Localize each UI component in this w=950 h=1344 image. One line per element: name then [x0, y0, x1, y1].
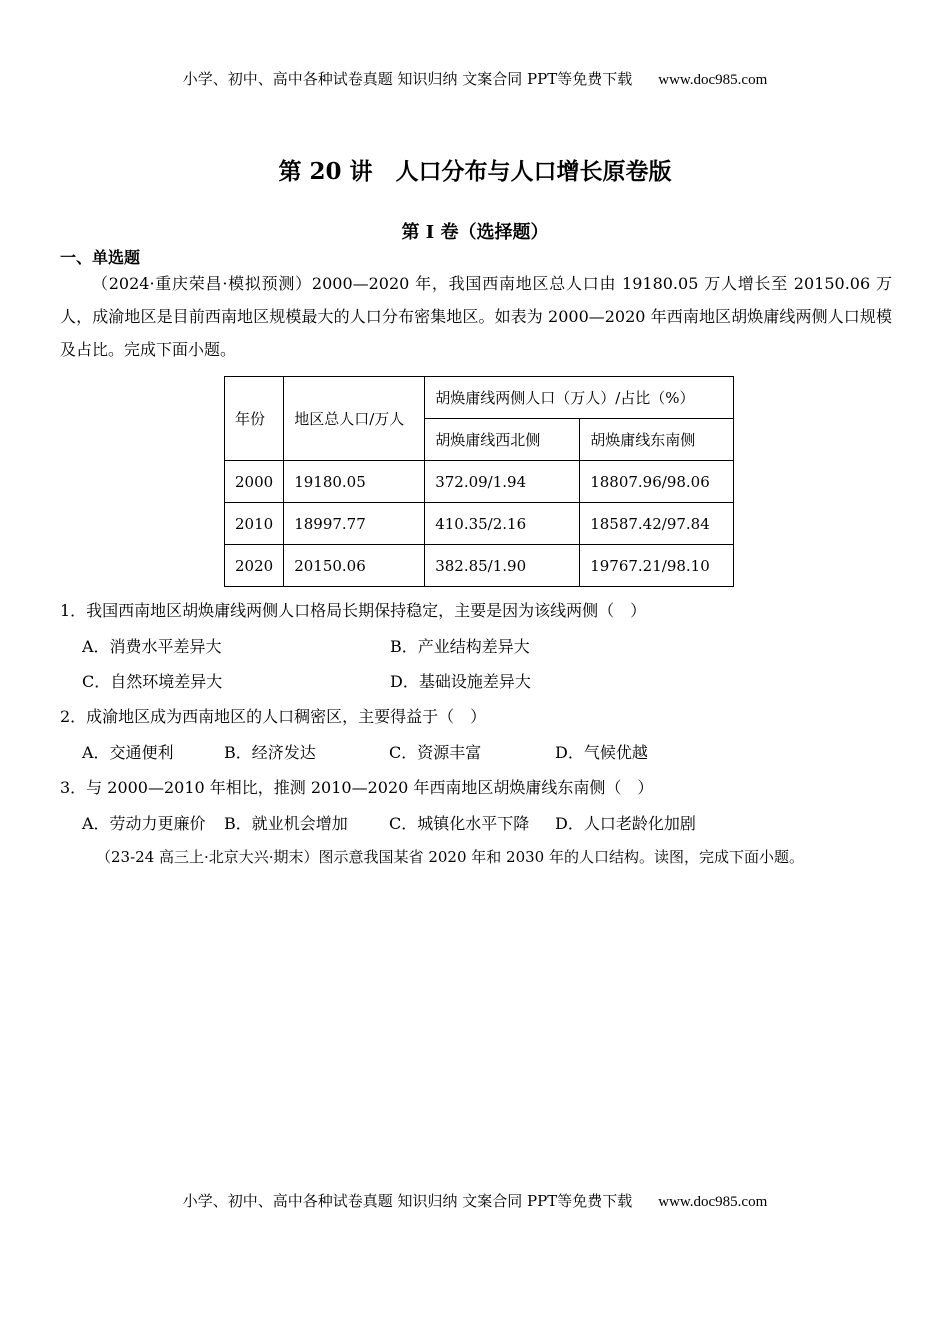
- q1-option-a[interactable]: A．消费水平差异大: [82, 637, 222, 656]
- cell-total: 20150.06: [284, 545, 425, 587]
- header-text: 小学、初中、高中各种试卷真题 知识归纳 文案合同 PPT等免费下载: [182, 70, 633, 88]
- section-heading: 一、单选题: [60, 248, 141, 267]
- table-row: [225, 503, 734, 545]
- q2-option-a[interactable]: A．交通便利: [82, 743, 174, 762]
- page-header: [0, 68, 950, 89]
- volume-title: 第 I 卷（选择题）: [401, 222, 549, 243]
- cell-year: 2010: [225, 503, 284, 545]
- intro-paragraph-2: （23-24 高三上·北京大兴·期末）图示意我国某省 2020 年和 2030 年的人口结构。读图，完成下面小题。: [96, 848, 804, 866]
- cell-northwest: 382.85/1.90: [425, 545, 580, 587]
- q3-option-b[interactable]: B．就业机会增加: [224, 814, 348, 833]
- q1-option-b[interactable]: B．产业结构差异大: [390, 637, 530, 656]
- q2-option-d[interactable]: D．气候优越: [555, 743, 648, 762]
- footer-url[interactable]: www.doc985.com: [658, 1194, 768, 1210]
- header-southeast: 胡焕庸线东南侧: [580, 419, 734, 461]
- table-row: [225, 545, 734, 587]
- question-3-stem: 3．与 2000—2010 年相比，推测 2010—2020 年西南地区胡焕庸线东南侧（ ）: [60, 778, 654, 797]
- cell-year: 2000: [225, 461, 284, 503]
- page-title: 第 20 讲 人口分布与人口增长原卷版: [278, 158, 672, 185]
- cell-southeast: 18807.96/98.06: [580, 461, 734, 503]
- cell-southeast: 18587.42/97.84: [580, 503, 734, 545]
- page-footer: [0, 1190, 950, 1211]
- header-group: 胡焕庸线两侧人口（万人）/占比（%）: [425, 377, 734, 419]
- header-url[interactable]: www.doc985.com: [658, 72, 768, 88]
- q3-option-d[interactable]: D．人口老龄化加剧: [555, 814, 696, 833]
- population-table: [224, 376, 734, 587]
- question-1-stem: 1．我国西南地区胡焕庸线两侧人口格局长期保持稳定，主要是因为该线两侧（ ）: [60, 601, 647, 620]
- intro-paragraph-1: （2024·重庆荣昌·模拟预测）2000—2020 年，我国西南地区总人口由 19180.05 万人增长至 20150.06 万人，成渝地区是目前西南地区规模最大的人口分布密集地区。如表为 2000—2020 年西南地区胡焕庸线两侧人口规模及占比。完成下面小题。: [60, 274, 892, 359]
- q1-option-c[interactable]: C．自然环境差异大: [82, 672, 223, 691]
- q2-option-b[interactable]: B．经济发达: [224, 743, 316, 762]
- question-2-stem: 2．成渝地区成为西南地区的人口稠密区，主要得益于（ ）: [60, 707, 487, 726]
- cell-northwest: 410.35/2.16: [425, 503, 580, 545]
- cell-year: 2020: [225, 545, 284, 587]
- cell-northwest: 372.09/1.94: [425, 461, 580, 503]
- table-row: [225, 461, 734, 503]
- q2-option-c[interactable]: C．资源丰富: [389, 743, 482, 762]
- cell-total: 19180.05: [284, 461, 425, 503]
- q3-option-c[interactable]: C．城镇化水平下降: [389, 814, 530, 833]
- header-total: 地区总人口/万人: [284, 377, 425, 461]
- q3-option-a[interactable]: A．劳动力更廉价: [82, 814, 206, 833]
- q1-option-d[interactable]: D．基础设施差异大: [390, 672, 531, 691]
- header-year: 年份: [225, 377, 284, 461]
- footer-text: 小学、初中、高中各种试卷真题 知识归纳 文案合同 PPT等免费下载: [182, 1192, 633, 1210]
- cell-total: 18997.77: [284, 503, 425, 545]
- cell-southeast: 19767.21/98.10: [580, 545, 734, 587]
- header-northwest: 胡焕庸线西北侧: [425, 419, 580, 461]
